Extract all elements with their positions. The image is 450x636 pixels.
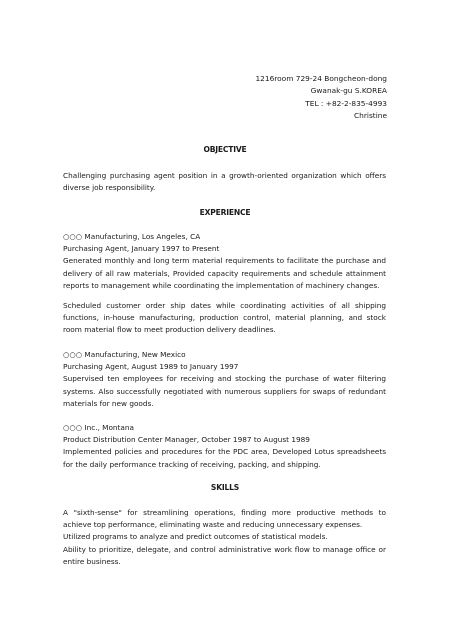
address-line-1: 1216room 729-24 Bongcheon-dong bbox=[255, 74, 387, 83]
job-company: ○○○ Manufacturing, Los Angeles, CA bbox=[63, 232, 201, 241]
experience-heading: EXPERIENCE bbox=[199, 208, 251, 217]
contact-block bbox=[255, 73, 387, 122]
address-line-2: Gwanak-gu S.KOREA bbox=[310, 86, 387, 96]
skills-list bbox=[63, 507, 386, 568]
job-company: ○○○ Inc., Montana bbox=[63, 423, 134, 432]
job-title: Purchasing Agent, January 1997 to Present bbox=[63, 244, 220, 254]
skill-item: Ability to prioritize, delegate, and control administrative work flow to manage office or entire business. bbox=[63, 544, 386, 566]
job-title: Purchasing Agent, August 1989 to January 1997 bbox=[63, 362, 239, 372]
job-title: Product Distribution Center Manager, October 1987 to August 1989 bbox=[63, 435, 310, 445]
job-entry-1-continued bbox=[63, 300, 386, 337]
job-entry-2 bbox=[63, 349, 386, 410]
job-entry-3 bbox=[63, 422, 386, 471]
job-company: ○○○ Manufacturing, New Mexico bbox=[63, 350, 186, 359]
job-entry-1 bbox=[63, 231, 386, 292]
job-description: Supervised ten employees for receiving and stocking the purchase of water filtering systems. Also successfully negotiated with numerous suppliers for swaps of redundant materials for new goods. bbox=[63, 374, 386, 408]
phone-number: TEL : +82-2-835-4993 bbox=[305, 98, 387, 108]
applicant-name: Christine bbox=[354, 110, 387, 120]
skills-heading: SKILLS bbox=[210, 483, 240, 492]
job-description: Generated monthly and long term material requirements to facilitate the purchase and delivery of all raw materials, Provided capacity requirements and schedule attainment reports to management while coordinating the implementation of machinery changes. bbox=[63, 256, 386, 290]
objective-heading: OBJECTIVE bbox=[203, 145, 247, 154]
job-description: Scheduled customer order ship dates while coordinating activities of all shipping functions, in-house manufacturing, production control, material planning, and stock room material flow to meet production delivery deadlines. bbox=[63, 301, 386, 335]
skill-item: Utilized programs to analyze and predict outcomes of statistical models. bbox=[63, 532, 328, 542]
job-description: Implemented policies and procedures for the PDC area, Developed Lotus spreadsheets for the daily performance tracking of receiving, packing, and shipping. bbox=[63, 447, 386, 469]
objective-text: Challenging purchasing agent position in a growth-oriented organization which offers diverse job responsibility. bbox=[63, 171, 386, 193]
skill-item: A "sixth-sense" for streamlining operations, finding more productive methods to achieve top performance, eliminating waste and reducing unnecessary expenses. bbox=[63, 508, 386, 530]
